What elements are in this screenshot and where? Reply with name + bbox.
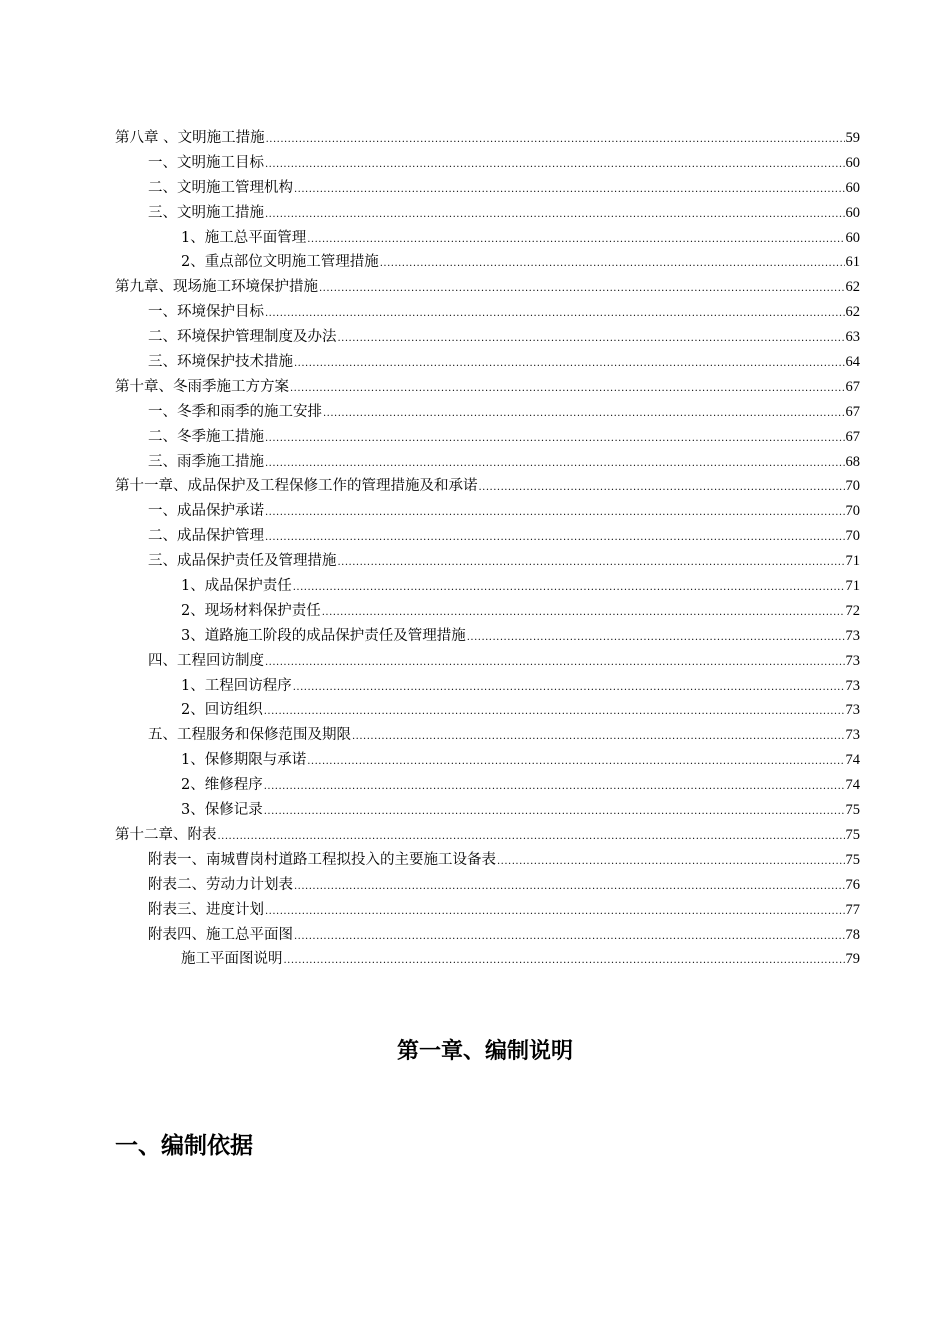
toc-entry-title: 二、冬季施工措施 xyxy=(148,428,264,445)
toc-entry[interactable] xyxy=(115,549,860,574)
toc-entry-title: 第十一章、成品保护及工程保修工作的管理措施及和承诺 xyxy=(115,478,478,495)
toc-entry[interactable] xyxy=(115,126,860,151)
toc-dot-leader xyxy=(293,676,845,701)
toc-entry-title: 附表二、劳动力计划表 xyxy=(148,876,293,893)
toc-entry[interactable] xyxy=(115,201,860,226)
toc-entry-page-number: 73 xyxy=(845,677,860,694)
toc-entry-title: 二、环境保护管理制度及办法 xyxy=(148,329,337,346)
toc-entry-title: 三、雨季施工措施 xyxy=(148,453,264,470)
toc-entry[interactable] xyxy=(115,226,860,251)
toc-dot-leader xyxy=(380,252,845,277)
toc-entry[interactable] xyxy=(115,275,860,300)
toc-entry[interactable] xyxy=(115,400,860,425)
toc-entry-page-number: 60 xyxy=(845,154,860,171)
toc-dot-leader xyxy=(265,302,845,327)
toc-entry-title: 施工平面图说明 xyxy=(181,951,283,968)
toc-entry-title: 二、成品保护管理 xyxy=(148,528,264,545)
toc-dot-leader xyxy=(294,178,845,203)
chapter-heading: 第一章、编制说明 xyxy=(396,1038,573,1064)
toc-entry-title: 1、工程回访程序 xyxy=(181,677,292,694)
toc-entry-page-number: 67 xyxy=(845,378,860,395)
toc-dot-leader xyxy=(266,128,845,153)
toc-entry[interactable] xyxy=(115,574,860,599)
toc-dot-leader xyxy=(467,626,845,651)
toc-entry-page-number: 74 xyxy=(845,777,860,794)
toc-entry-page-number: 70 xyxy=(845,503,860,520)
toc-entry[interactable] xyxy=(115,773,860,798)
toc-dot-leader xyxy=(323,402,845,427)
toc-entry-page-number: 60 xyxy=(845,204,860,221)
toc-dot-leader xyxy=(265,452,845,477)
toc-entry[interactable] xyxy=(115,599,860,624)
toc-entry-page-number: 71 xyxy=(845,553,860,570)
toc-dot-leader xyxy=(322,601,845,626)
toc-dot-leader xyxy=(294,875,845,900)
toc-dot-leader xyxy=(264,775,845,800)
toc-entry-title: 1、成品保护责任 xyxy=(181,578,292,595)
toc-entry-page-number: 61 xyxy=(845,254,860,271)
toc-entry-page-number: 76 xyxy=(845,876,860,893)
toc-entry[interactable] xyxy=(115,698,860,723)
toc-entry[interactable] xyxy=(115,524,860,549)
toc-entry-page-number: 73 xyxy=(845,702,860,719)
toc-entry[interactable] xyxy=(115,649,860,674)
toc-entry-page-number: 77 xyxy=(845,901,860,918)
toc-entry-title: 1、保修期限与承诺 xyxy=(181,752,307,769)
toc-entry-title: 五、工程服务和保修范围及期限 xyxy=(148,727,351,744)
toc-entry-page-number: 67 xyxy=(845,428,860,445)
toc-entry-title: 附表三、进度计划 xyxy=(148,901,264,918)
toc-entry[interactable] xyxy=(115,450,860,475)
toc-dot-leader xyxy=(497,850,845,875)
toc-entry-page-number: 62 xyxy=(845,279,860,296)
toc-entry-page-number: 73 xyxy=(845,727,860,744)
toc-dot-leader xyxy=(307,228,844,253)
toc-dot-leader xyxy=(479,476,845,501)
toc-dot-leader xyxy=(265,203,845,228)
toc-entry-title: 一、成品保护承诺 xyxy=(148,503,264,520)
toc-entry-page-number: 63 xyxy=(845,329,860,346)
toc-entry[interactable] xyxy=(115,624,860,649)
toc-entry-page-number: 75 xyxy=(845,851,860,868)
toc-dot-leader xyxy=(265,900,845,925)
toc-entry[interactable] xyxy=(115,723,860,748)
toc-entry-page-number: 60 xyxy=(845,229,860,246)
toc-entry[interactable] xyxy=(115,873,860,898)
toc-entry-page-number: 78 xyxy=(845,926,860,943)
toc-entry[interactable] xyxy=(115,674,860,699)
toc-entry-page-number: 70 xyxy=(845,478,860,495)
toc-dot-leader xyxy=(293,576,845,601)
toc-entry-title: 2、重点部位文明施工管理措施 xyxy=(181,254,379,271)
toc-dot-leader xyxy=(294,352,845,377)
toc-entry[interactable] xyxy=(115,848,860,873)
toc-entry-page-number: 75 xyxy=(845,802,860,819)
toc-entry-title: 第十二章、附表 xyxy=(115,826,217,843)
toc-dot-leader xyxy=(290,377,845,402)
toc-entry-title: 附表四、施工总平面图 xyxy=(148,926,293,943)
toc-entry[interactable] xyxy=(115,823,860,848)
toc-entry-page-number: 73 xyxy=(845,652,860,669)
toc-entry-page-number: 75 xyxy=(845,826,860,843)
toc-entry-title: 三、文明施工措施 xyxy=(148,204,264,221)
toc-entry-title: 第十章、冬雨季施工方方案 xyxy=(115,378,289,395)
toc-entry-title: 一、文明施工目标 xyxy=(148,154,264,171)
toc-entry-page-number: 79 xyxy=(845,951,860,968)
toc-entry-page-number: 74 xyxy=(845,752,860,769)
toc-dot-leader xyxy=(265,501,845,526)
toc-dot-leader xyxy=(338,327,845,352)
toc-dot-leader xyxy=(264,800,845,825)
toc-entry-title: 第八章 、文明施工措施 xyxy=(115,130,265,146)
toc-entry[interactable] xyxy=(115,151,860,176)
table-of-contents xyxy=(115,126,860,972)
toc-entry[interactable] xyxy=(115,798,860,823)
toc-entry-page-number: 68 xyxy=(845,453,860,470)
toc-entry[interactable] xyxy=(115,474,860,499)
toc-entry-page-number: 72 xyxy=(845,602,860,619)
toc-entry-page-number: 60 xyxy=(845,179,860,196)
toc-dot-leader xyxy=(338,551,845,576)
toc-entry-title: 3、道路施工阶段的成品保护责任及管理措施 xyxy=(181,627,466,644)
toc-entry-page-number: 59 xyxy=(845,130,860,146)
toc-entry[interactable] xyxy=(115,176,860,201)
toc-entry-title: 2、回访组织 xyxy=(181,702,263,719)
toc-dot-leader xyxy=(294,925,845,950)
toc-entry-title: 1、施工总平面管理 xyxy=(181,229,307,246)
toc-entry-page-number: 73 xyxy=(845,627,860,644)
toc-entry[interactable] xyxy=(115,923,860,948)
toc-dot-leader xyxy=(307,750,844,775)
toc-entry-title: 2、维修程序 xyxy=(181,777,263,794)
toc-entry-title: 三、成品保护责任及管理措施 xyxy=(148,553,337,570)
toc-dot-leader xyxy=(265,427,845,452)
toc-entry[interactable] xyxy=(115,375,860,400)
toc-entry[interactable] xyxy=(115,898,860,923)
toc-dot-leader xyxy=(218,825,845,850)
toc-dot-leader xyxy=(264,700,845,725)
toc-entry[interactable] xyxy=(115,499,860,524)
toc-entry-page-number: 67 xyxy=(845,403,860,420)
toc-entry-title: 一、环境保护目标 xyxy=(148,304,264,321)
toc-entry[interactable] xyxy=(115,748,860,773)
toc-entry-title: 三、环境保护技术措施 xyxy=(148,354,293,371)
toc-entry[interactable] xyxy=(115,250,860,275)
toc-entry-title: 四、工程回访制度 xyxy=(148,652,264,669)
toc-dot-leader xyxy=(265,651,845,676)
toc-entry-page-number: 71 xyxy=(845,578,860,595)
toc-entry-page-number: 70 xyxy=(845,528,860,545)
toc-entry[interactable] xyxy=(115,425,860,450)
toc-dot-leader xyxy=(352,725,845,750)
section-heading: 一、编制依据 xyxy=(115,1132,253,1159)
toc-entry[interactable] xyxy=(115,325,860,350)
toc-dot-leader xyxy=(319,277,845,302)
toc-entry-page-number: 62 xyxy=(845,304,860,321)
toc-entry[interactable] xyxy=(115,947,860,972)
toc-entry[interactable] xyxy=(115,350,860,375)
toc-entry-title: 第九章、现场施工环境保护措施 xyxy=(115,279,318,296)
toc-dot-leader xyxy=(265,153,845,178)
toc-entry-title: 3、保修记录 xyxy=(181,802,263,819)
toc-entry-title: 一、冬季和雨季的施工安排 xyxy=(148,403,322,420)
toc-dot-leader xyxy=(265,526,845,551)
toc-entry-page-number: 64 xyxy=(845,354,860,371)
toc-dot-leader xyxy=(284,949,845,974)
toc-entry[interactable] xyxy=(115,300,860,325)
toc-entry-title: 附表一、南城曹岗村道路工程拟投入的主要施工设备表 xyxy=(148,851,496,868)
toc-entry-title: 二、文明施工管理机构 xyxy=(148,179,293,196)
toc-entry-title: 2、现场材料保护责任 xyxy=(181,602,321,619)
